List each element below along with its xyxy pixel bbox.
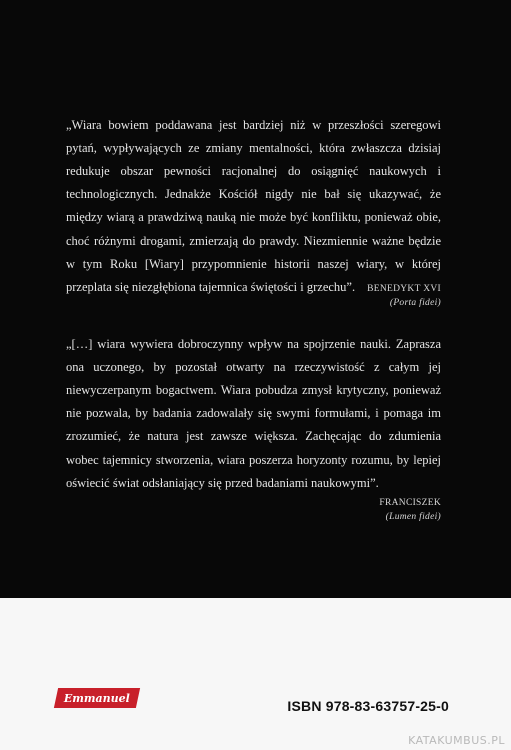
quote-francis: „[…] wiara wywiera dobroczynny wpływ na spojrzenie nauki. Zaprasza ona uczonego, by pozostał otwarty na rzeczywistość z całym jej niewyczerpanym bogactwem. Wiara pobudza zmysł krytyczny, ponieważ nie pozwala, by badania zadowalały się swymi formułami, i pomaga im zrozumieć, że natura jest zawsze większa. Zachęcając do zdumienia wobec tajemnicy stworzenia, wiara poszerza horyzonty rozumu, by lepiej oświecić świat odsłaniający się przed badaniami naukowymi”. <box>66 336 441 490</box>
isbn-number: ISBN 978-83-63757-25-0 <box>287 698 449 714</box>
quote-francis-author: FRANCISZEK <box>379 498 441 508</box>
quote-francis-source: (Lumen fidei) <box>385 512 441 522</box>
store-watermark: KATAKUMBUS.PL <box>408 734 505 747</box>
quote-francis-attribution <box>379 496 441 524</box>
back-cover-footer <box>0 598 511 750</box>
quote-benedict: „Wiara bowiem poddawana jest bardziej niż w przeszłości szeregowi pytań, wypływających ze zmiany mentalności, która zwłaszcza dzisiaj redukuje obszar pewności racjonalnej do osiągnięć naukowych i technologicznych. Jednakże Kościół nigdy nie bał się ukazywać, że między wiarą a prawdziwą nauką nie może być konfliktu, ponieważ obie, choć różnymi drogami, zmierzają do prawdy. Niezmiennie ważne będzie w tym Roku [Wiary] przypomnienie historii naszej wiary, w której przeplata się niezgłębiona tajemnica świętości i grzechu”. <box>66 117 441 294</box>
quote-benedict-source: (Porta fidei) <box>389 298 441 308</box>
quote-benedict-author: BENEDYKT XVI <box>367 284 441 294</box>
publisher-logo <box>54 688 140 708</box>
publisher-name: Emmanuel <box>64 691 130 705</box>
quote-benedict-attribution <box>367 282 441 310</box>
